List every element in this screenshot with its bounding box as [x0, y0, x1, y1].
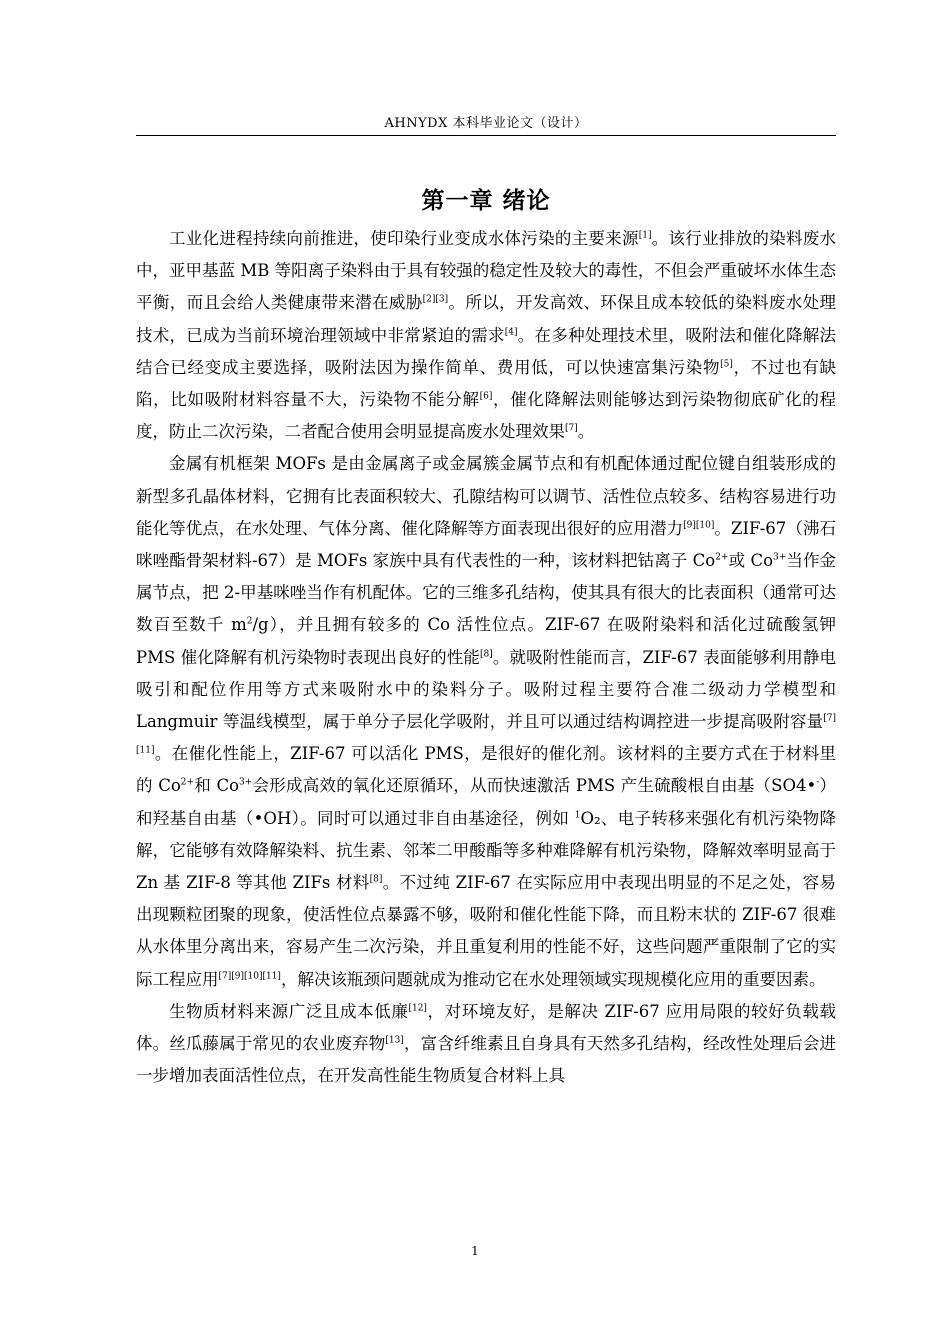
- text-run: 当作金属节点，把 2-甲基咪唑当作有机配体。它的三维多孔结构，使其具有很大的比表面积（通常可达数百至数千 m: [136, 551, 837, 635]
- chapter-title: 第一章 绪论: [421, 187, 551, 214]
- paragraph-2: [136, 448, 836, 995]
- citation-superscript: 2+: [180, 777, 195, 788]
- text-run: O₂、电子转移来强化有机污染物降解，它能够有效降解染料、抗生素、邻苯二甲酸酯等多种难降解有机污染物，降解效率明显高于 Zn 基 ZIF-8 等其他 ZIFs 材料: [136, 808, 836, 893]
- citation-superscript: 3+: [773, 552, 787, 563]
- text-run: 。在催化性能上，ZIF-67 可以活化 PMS，是很好的催化剂。该材料的主要方式在于材料里的 Co: [136, 744, 836, 796]
- citation-superscript: [9][10]: [683, 520, 715, 531]
- header-divider: [136, 135, 836, 136]
- text-run: ，催化降解法则能够达到污染物彻底矿化的程度，防止二次污染，二者配合使用会明显提高废水处理效果: [136, 390, 837, 442]
- citation-superscript: [2][3]: [422, 294, 449, 305]
- body-text: [136, 223, 836, 1092]
- citation-superscript: 3+: [239, 777, 253, 788]
- citation-superscript: [8]: [479, 649, 493, 660]
- paragraph-3: [136, 996, 836, 1093]
- text-run: ）和羟基自由基（•OH）。同时可以通过非自由基途径，例如: [136, 776, 837, 828]
- text-run: 会形成高效的氧化还原循环，从而快速激活 PMS 产生硫酸根自由基（SO4•: [252, 776, 817, 796]
- text-run: 金属有机框架 MOFs 是由金属离子或金属簇金属节点和有机配体通过配位键自组装形成的新型多孔晶体材料，它拥有比表面积较大、孔隙结构可以调节、活性位点较多、结构容易进行功能化等优点，在水处理、气体分离、催化降解等方面表现出很好的应用潜力: [136, 454, 836, 538]
- citation-superscript: 2+: [715, 552, 729, 563]
- page-number: 1: [471, 1244, 479, 1258]
- text-run: 。不过纯 ZIF-67 在实际应用中表现出明显的不足之处，容易出现颗粒团聚的现象，使活性位点暴露不够，吸附和催化性能下降，而且粉末状的 ZIF-67 很难从水体里分离出来，容易产生二次污染，并且重复利用的性能不好，这些问题严重限制了它的实际工程应用: [136, 873, 836, 989]
- citation-superscript: [7]: [565, 423, 578, 434]
- text-run: ，不过也有缺陷，比如吸附材料容量不大，污染物不能分解: [136, 357, 837, 410]
- text-run: 和 Co: [194, 776, 240, 796]
- text-run: 。该行业排放的染料废水中，亚甲基蓝 MB 等阳离子染料由于具有较强的稳定性及较大的毒性，不但会严重破坏水体生态平衡，而且会给人类健康带来潜在威胁: [136, 229, 837, 313]
- running-header: AHNYDX 本科毕业论文（设计）: [384, 116, 588, 131]
- text-run: ，对环境友好，是解决 ZIF-67 应用局限的较好负载载体。丝瓜藤属于常见的农业废弃物: [136, 1001, 836, 1054]
- text-run: 。所以，开发高效、环保且成本较低的染料废水处理技术，已成为当前环境治理领域中非常紧迫的需求: [136, 293, 837, 345]
- text-run: 工业化进程持续向前推进，使印染行业变成水体污染的主要来源: [169, 229, 639, 248]
- citation-superscript: 1: [574, 810, 581, 821]
- citation-superscript: [13]: [385, 1035, 404, 1046]
- citation-superscript: [7][9][10][11]: [218, 971, 281, 982]
- text-run: 。就吸附性能而言，ZIF-67 表面能够利用静电吸引和配位作用等方式来吸附水中的染料分子。吸附过程主要符合准二级动力学模型和 Langmuir 等温线模型，属于单分子层化学吸附，并且可以通过结构调控进一步提高吸附容量: [136, 647, 836, 732]
- citation-superscript: [4]: [504, 327, 518, 338]
- citation-superscript: [5]: [720, 359, 733, 370]
- citation-superscript: 2: [246, 616, 253, 627]
- citation-superscript: [8]: [369, 874, 383, 885]
- text-run: /g），并且拥有较多的 Co 活性位点。ZIF-67 在吸附染料和活化过硫酸氢钾 PMS 催化降解有机污染物时表现出良好的性能: [136, 615, 836, 667]
- citation-superscript: -: [816, 777, 820, 788]
- paragraph-1: [136, 223, 836, 448]
- text-run: 。ZIF-67（沸石咪唑酯骨架材料-67）是 MOFs 家族中具有代表性的一种，该材料把钴离子 Co: [136, 518, 836, 571]
- citation-superscript: [12]: [408, 1003, 427, 1014]
- text-run: ，解决该瓶颈问题就成为推动它在水处理领域实现规模化应用的重要因素。: [280, 969, 826, 989]
- citation-superscript: [6]: [479, 391, 493, 402]
- text-run: 。在多种处理技术里，吸附法和催化降解法结合已经变成主要选择，吸附法因为操作简单、费用低，可以快速富集污染物: [136, 325, 837, 377]
- text-run: ，富含纤维素且自身具有天然多孔结构，经改性处理后会进一步增加表面活性位点，在开发高性能生物质复合材料上具: [136, 1034, 837, 1086]
- citation-superscript: [7][11]: [136, 713, 836, 756]
- text-run: 生物质材料来源广泛且成本低廉: [169, 1001, 409, 1021]
- citation-superscript: [1]: [638, 230, 652, 241]
- text-run: 或 Co: [728, 551, 774, 571]
- text-run: 。: [577, 422, 595, 442]
